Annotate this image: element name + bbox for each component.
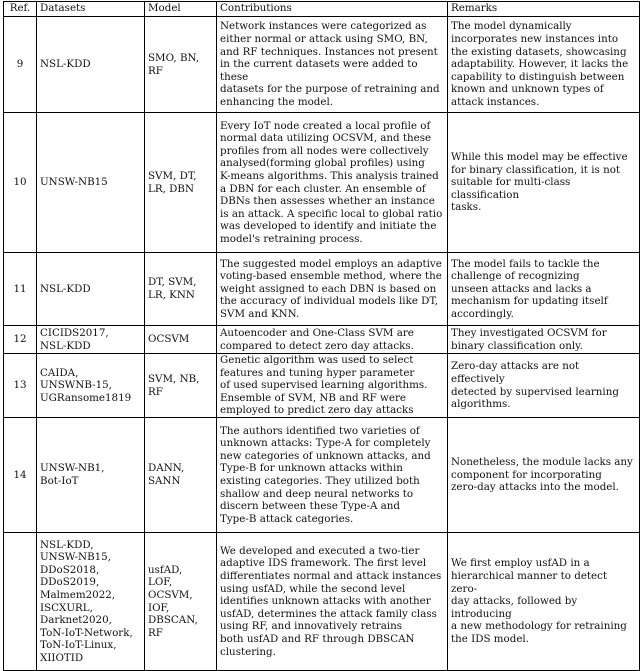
ref-cell: 9 (4, 17, 37, 112)
contributions-cell: Genetic algorithm was used to select features and tuning hyper parameter of used supervised learning algorithms. Ensemble of SVM, NB and RF were employed to predict zero day attacks (217, 354, 448, 417)
remarks-cell: While this model may be effective for binary classification, it is not suitable for multi-class classification tasks. (451, 151, 628, 214)
datasets-cell: UNSW-NB15 (37, 113, 145, 252)
contributions-cell: The authors identified two varieties of unknown attacks: Type-A for completely new categories of unknown attacks, and Type-B for unknown attacks within existing categories. They utilized both shallow and deep neural networks to discern between these Type-A and Type-B attack categories. (217, 418, 448, 532)
remarks-cell: We first employ usfAD in a hierarchical manner to detect zero- day attacks, followed by introducing a new methodology for retraining the IDS model. (451, 557, 627, 645)
contributions-cell: The suggested model employs an adaptive voting-based ensemble method, where the weight assigned to each DBN is based on the accuracy of individual models like DT, SVM and KNN. (217, 253, 448, 325)
header-remarks: Remarks (451, 2, 498, 14)
contributions-cell: Every IoT node created a local profile of normal data utilizing OCSVM, and these profiles from all nodes were collectively analysed(forming global profiles) using K-means algorithms. This analysis trained a DBN for each cluster. An ensemble of DBNs then assesses whether an instance is an attack. A specific local to global ratio was developed to identify and initiate the model's retraining process. (217, 113, 448, 252)
header-contributions: Contributions (217, 2, 448, 16)
comparison-table (3, 1, 640, 671)
datasets-cell: NSL-KDD, UNSW-NB15, DDoS2018, DDoS2019, Malmem2022, ISCXURL, Darknet2020, ToN-IoT-Network, ToN-IoT-Linux, XIIOTID (37, 533, 145, 670)
contributions-cell: We developed and executed a two-tier adaptive IDS framework. The first level differentiates normal and attack instances using usfAD, while the second level identifies unknown attacks with another usfAD, determines the attack family class using RF, and innovatively retrains both usfAD and RF through DBSCAN clustering. (217, 533, 448, 670)
ref-cell: 12 (4, 326, 37, 353)
ref-cell: 13 (4, 354, 37, 417)
model-cell: DT, SVM, LR, KNN (145, 253, 217, 325)
header-ref: Ref. (4, 2, 37, 16)
model-cell: SVM, DT, LR, DBN (145, 113, 217, 252)
datasets-cell: CICIDS2017, NSL-KDD (37, 326, 145, 353)
model-cell: DANN, SANN (145, 418, 217, 532)
datasets-cell: CAIDA, UNSWNB-15, UGRansome1819 (37, 354, 145, 417)
table-row (4, 354, 639, 418)
remarks-cell: The model dynamically incorporates new instances into the existing datasets, showcasing adaptability. However, it lacks the capability to distinguish between known and unknown types of attack instances. (451, 20, 629, 108)
table-header-row (4, 2, 639, 17)
datasets-cell: NSL-KDD (37, 253, 145, 325)
table-row (4, 113, 639, 253)
contributions-cell: Autoencoder and One-Class SVM are compared to detect zero day attacks. (217, 326, 448, 353)
model-cell: SMO, BN, RF (145, 17, 217, 112)
remarks-cell: The model fails to tackle the challenge of recognizing unseen attacks and lacks a mechanism for updating itself accordingly. (451, 257, 608, 320)
model-cell: SVM, NB, RF (145, 354, 217, 417)
table-row (4, 418, 639, 533)
table-row (4, 17, 639, 113)
model-cell: usfAD, LOF, OCSVM, IOF, DBSCAN, RF (145, 533, 217, 670)
header-datasets: Datasets (37, 2, 145, 16)
ref-cell (4, 533, 37, 670)
remarks-cell: Nonetheless, the module lacks any component for incorporating zero-day attacks into the model. (451, 456, 633, 494)
ref-cell: 14 (4, 418, 37, 532)
table-row (4, 533, 639, 670)
datasets-cell: UNSW-NB1, Bot-IoT (37, 418, 145, 532)
contributions-cell: Network instances were categorized as either normal or attack using SMO, BN, and RF techniques. Instances not present in the current datasets were added to these datasets for the purpose of retraining and enhancing the model. (217, 17, 448, 112)
ref-cell: 11 (4, 253, 37, 325)
remarks-cell: They investigated OCSVM for binary classification only. (451, 326, 607, 352)
datasets-cell: NSL-KDD (37, 17, 145, 112)
remarks-cell: Zero-day attacks are not effectively detected by supervised learning algorithms. (451, 360, 619, 411)
ref-cell: 10 (4, 113, 37, 252)
header-model: Model (145, 2, 217, 16)
table-row (4, 253, 639, 326)
model-cell: OCSVM (145, 326, 217, 353)
table-row (4, 326, 639, 354)
